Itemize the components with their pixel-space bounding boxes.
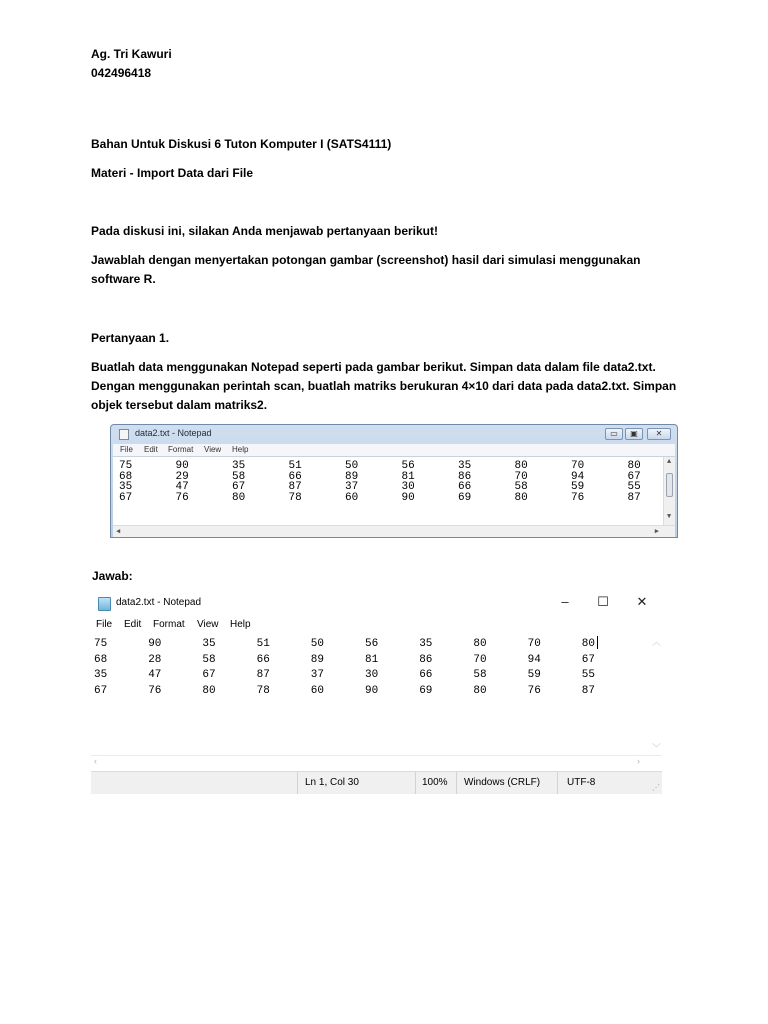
window-title: data2.txt - Notepad [135, 428, 212, 438]
notepad-icon [119, 429, 129, 440]
vertical-scrollbar[interactable] [650, 633, 662, 755]
data-value: 68 [94, 653, 108, 666]
data-value: 80 [232, 491, 246, 504]
menu-format[interactable]: Format [168, 445, 194, 454]
data-value: 35 [202, 638, 216, 650]
data-value: 80 [202, 684, 216, 697]
data-value: 66 [458, 481, 472, 493]
data-value: 37 [345, 481, 359, 493]
question-line-1: Buatlah data menggunakan Notepad seperti pada gambar berikut. Simpan data dalam file data2.txt. [91, 360, 656, 374]
data-value: 58 [514, 481, 528, 493]
data-value: 56 [365, 638, 379, 650]
scroll-up-icon[interactable]: ▲ [667, 458, 672, 466]
scroll-thumb[interactable] [666, 473, 673, 497]
text-caret [597, 636, 598, 649]
scroll-down-icon[interactable]: ﹀ [652, 744, 662, 754]
data-value: 30 [365, 669, 379, 681]
minimize-button[interactable]: ▭ [605, 428, 623, 440]
menu-view[interactable]: View [204, 445, 222, 454]
menu-format[interactable]: Format [153, 619, 185, 630]
data-value: 66 [419, 669, 433, 681]
data-value: 67 [119, 491, 133, 504]
data-value: 35 [232, 460, 246, 472]
data-value: 51 [256, 638, 270, 650]
scroll-left-icon[interactable]: ‹ [94, 756, 97, 766]
data-value: 55 [627, 481, 641, 493]
data-value: 67 [94, 684, 108, 697]
data-value: 70 [473, 653, 487, 666]
data-value: 60 [345, 491, 359, 504]
data-value: 89 [345, 470, 359, 483]
data-value: 35 [94, 669, 108, 681]
status-separator [557, 772, 558, 794]
data-value: 35 [458, 460, 472, 472]
data-value: 56 [401, 460, 415, 472]
data-value: 59 [527, 669, 541, 681]
menu-file[interactable]: File [120, 445, 133, 454]
data-value: 50 [345, 460, 359, 472]
status-separator [456, 772, 457, 794]
data-value: 70 [527, 638, 541, 650]
data-value: 89 [310, 653, 324, 666]
maximize-button[interactable]: ▣ [625, 428, 643, 440]
window-title: data2.txt - Notepad [116, 597, 202, 608]
data-value: 81 [365, 653, 379, 666]
data-value: 94 [571, 470, 585, 483]
status-bar [91, 771, 662, 794]
data-value: 35 [419, 638, 433, 650]
data-value: 87 [256, 669, 270, 681]
status-separator [297, 772, 298, 794]
menu-edit[interactable]: Edit [124, 619, 142, 630]
notepad-icon [98, 597, 111, 611]
data-value: 80 [627, 460, 641, 472]
menu-help[interactable]: Help [230, 619, 251, 630]
data-value: 80 [514, 460, 528, 472]
intro-line-2: Jawablah dengan menyertakan potongan gambar (screenshot) hasil dari simulasi menggunakan [91, 253, 641, 267]
vertical-scrollbar[interactable] [663, 457, 675, 525]
data-value: 35 [119, 481, 133, 493]
data-value: 55 [581, 669, 595, 681]
data-value: 69 [458, 491, 472, 504]
data-value: 50 [310, 638, 324, 650]
cursor-position: Ln 1, Col 30 [305, 777, 359, 788]
data-value: 76 [148, 684, 162, 697]
data-value: 67 [202, 669, 216, 681]
menu-help[interactable]: Help [232, 445, 249, 454]
data-value: 86 [458, 470, 472, 483]
menu-file[interactable]: File [96, 619, 113, 630]
data-value: 29 [175, 470, 189, 483]
intro-line-1: Pada diskusi ini, silakan Anda menjawab pertanyaan berikut! [91, 224, 438, 238]
text-area[interactable] [113, 456, 675, 537]
scroll-up-icon[interactable]: ︿ [652, 638, 662, 648]
data-value: 75 [94, 638, 108, 650]
text-area[interactable] [91, 633, 662, 755]
data-value: 76 [571, 491, 585, 504]
data-value: 76 [527, 684, 541, 697]
question-line-2: Dengan menggunakan perintah scan, buatlah matriks berukuran 4×10 dari data pada data2.txt. Simpan [91, 379, 677, 393]
close-button[interactable]: ✕ [647, 428, 671, 440]
scroll-down-icon[interactable]: ▼ [667, 513, 672, 521]
data-value: 90 [365, 684, 379, 697]
notepad-screenshot-answer [91, 592, 662, 798]
data-value: 87 [288, 481, 302, 493]
data-value: 75 [119, 460, 133, 472]
data-value: 81 [401, 470, 415, 483]
data-value: 67 [581, 653, 595, 666]
data-value: 90 [175, 460, 189, 472]
title-bar [111, 425, 677, 443]
data-value: 67 [627, 470, 641, 483]
data-value: 70 [571, 460, 585, 472]
line-ending: Windows (CRLF) [464, 777, 541, 788]
data-value: 28 [148, 653, 162, 666]
data-value: 67 [232, 481, 246, 493]
course-title: Bahan Untuk Diskusi 6 Tuton Komputer I (SATS4111) [91, 137, 392, 151]
notepad-screenshot-question [110, 424, 678, 538]
data-value: 66 [288, 470, 302, 483]
close-button[interactable]: ✕ [636, 594, 648, 609]
question-heading: Pertanyaan 1. [91, 331, 170, 345]
menu-edit[interactable]: Edit [144, 445, 158, 454]
data-value: 80 [514, 491, 528, 504]
data-value: 47 [175, 481, 189, 493]
data-value: 58 [473, 669, 487, 681]
horizontal-scrollbar[interactable] [91, 755, 662, 767]
data-value: 76 [175, 491, 189, 504]
author-name: Ag. Tri Kawuri [91, 47, 172, 61]
data-value: 70 [514, 470, 528, 483]
data-value: 94 [527, 653, 541, 666]
data-value: 58 [202, 653, 216, 666]
data-value: 37 [310, 669, 324, 681]
data-value: 80 [581, 638, 595, 650]
question-line-3: objek tersebut dalam matriks2. [91, 398, 268, 412]
topic-title: Materi - Import Data dari File [91, 166, 254, 180]
data-value: 66 [256, 653, 270, 666]
data-value: 60 [310, 684, 324, 697]
encoding: UTF-8 [567, 777, 596, 788]
data-value: 87 [581, 684, 595, 697]
maximize-button[interactable]: ☐ [597, 594, 609, 609]
data-value: 51 [288, 460, 302, 472]
data-value: 47 [148, 669, 162, 681]
data-value: 78 [288, 491, 302, 504]
answer-label: Jawab: [92, 569, 133, 583]
data-value: 30 [401, 481, 415, 493]
zoom-level: 100% [422, 777, 448, 788]
data-value: 80 [473, 638, 487, 650]
minimize-button[interactable]: – [561, 594, 569, 609]
data-value: 90 [148, 638, 162, 650]
student-id: 042496418 [91, 66, 152, 80]
data-value: 59 [571, 481, 585, 493]
data-value: 78 [256, 684, 270, 697]
data-value: 90 [401, 491, 415, 504]
data-value: 58 [232, 470, 246, 483]
data-value: 69 [419, 684, 433, 697]
scroll-right-icon[interactable]: › [637, 756, 640, 766]
horizontal-scrollbar[interactable] [113, 525, 675, 537]
data-value: 68 [119, 470, 133, 483]
menu-view[interactable]: View [197, 619, 219, 630]
scroll-right-icon[interactable]: ▶ [654, 528, 659, 536]
scroll-left-icon[interactable]: ◀ [116, 528, 121, 536]
status-separator [415, 772, 416, 794]
intro-line-3: software R. [91, 272, 156, 286]
data-value: 87 [627, 491, 641, 504]
data-value: 80 [473, 684, 487, 697]
menu-bar [113, 444, 675, 456]
resize-grip-icon[interactable]: ⋰ [652, 783, 660, 792]
data-value: 86 [419, 653, 433, 666]
